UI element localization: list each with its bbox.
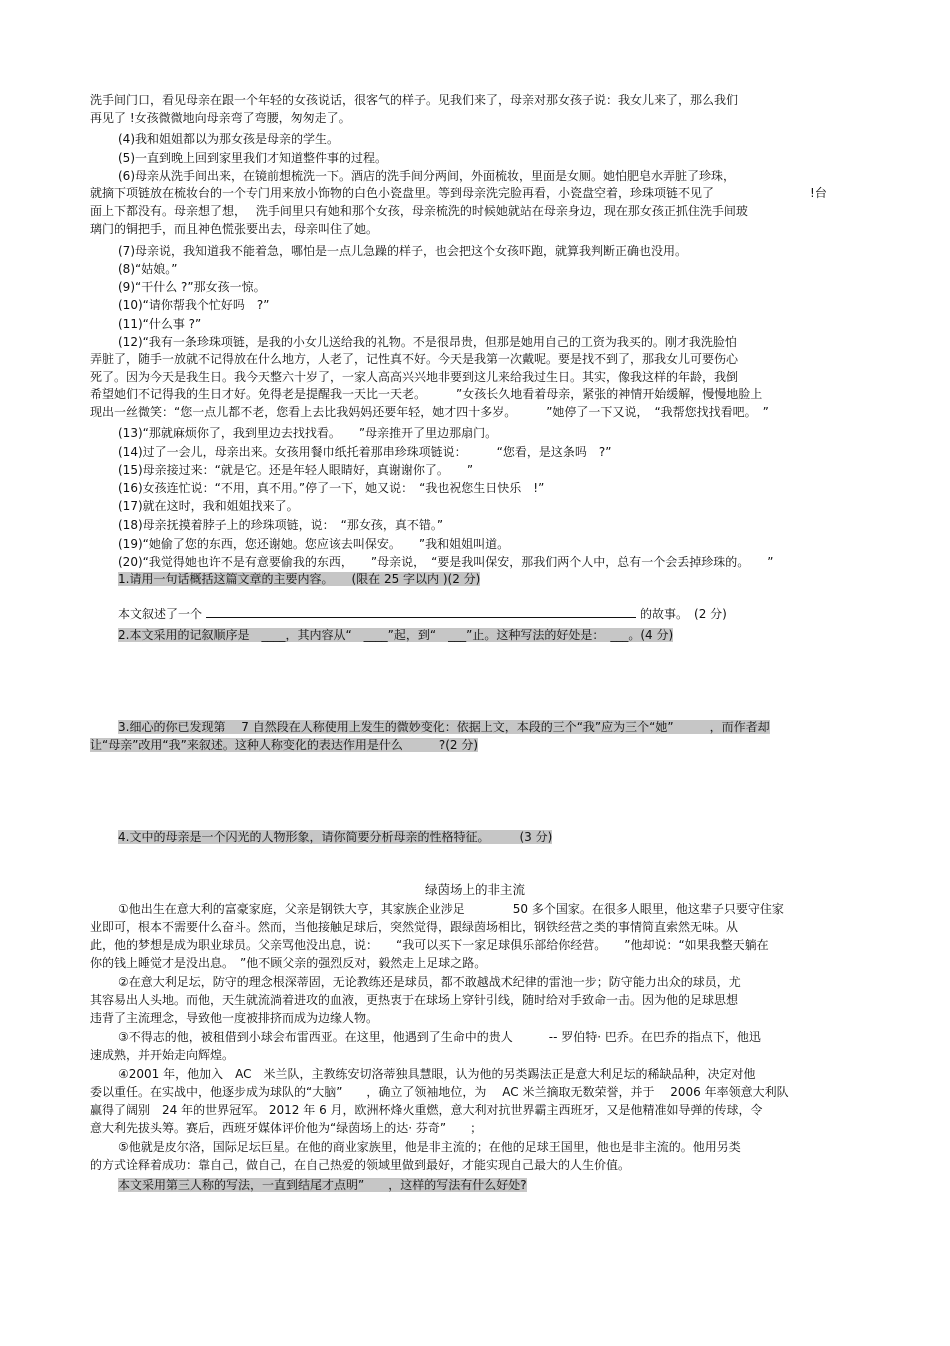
passage1-line: 璃门的铜把手，而且神色慌张要出去，母亲叫住了她。 — [90, 222, 379, 236]
passage1-line: (13)“那就麻烦你了，我到里边去找找看。 ”母亲推开了里边那扇门。 — [118, 426, 498, 440]
passage1-line: 希望她们不记得我的生日才好。免得老是提醒我一天比一天老。 ”女孩长久地看着母亲，紧张的神情开始缓解，慢慢地脸上 — [90, 387, 763, 401]
passage1-line: (7)母亲说，我知道我不能着急，哪怕是一点儿急躁的样子，也会把这个女孩吓跑，就算我判断正确也没用。 — [118, 244, 688, 258]
passage2-line: ②在意大利足坛，防守的理念根深蒂固，无论教练还是球员，都不敢越战术纪律的雷池一步；防守能力出众的球员，尤 — [118, 975, 741, 989]
question-4: 4.文中的母亲是一个闪光的人物形象，请你简要分析母亲的性格特征。 (3 分) — [118, 830, 553, 844]
passage1-line: (20)“我觉得她也许不是有意要偷我的东西， ”母亲说， “要是我叫保安，那我们两个人中，总有一个会丢掉珍珠的。 ” — [118, 555, 774, 569]
passage1-line: (19)“她偷了您的东西，您还谢她。您应该去叫保安。 ”我和姐姐叫道。 — [118, 537, 510, 551]
question-passage2: 本文采用第三人称的写法，一直到结尾才点明” ，这样的写法有什么好处? — [118, 1178, 527, 1192]
question-2: 2.本文采用的记叙顺序是 ____，其内容从“ ____”起，到“ ___”止。这种写法的好处是： ___。(4 分) — [118, 628, 674, 642]
passage1-line: (6)母亲从洗手间出来，在镜前想梳洗一下。酒店的洗手间分两间，外面梳妆，里面是女厕。她怕肥皂水弄脏了珍珠， — [118, 169, 736, 183]
passage2-line: 速成熟，并开始走向辉煌。 — [90, 1048, 235, 1062]
passage1-line: (5)一直到晚上回到家里我们才知道整件事的过程。 — [118, 151, 387, 165]
passage1-line: 死了。因为今天是我生日。我今天整六十岁了，一家人高高兴兴地非要到这儿来给我过生日。其实，像我这样的年龄，我倒 — [90, 370, 739, 384]
passage1-line: 再见了 !女孩微微地向母亲弯了弯腰，匆匆走了。 — [90, 111, 351, 125]
passage2-line: 违背了主流理念，导致他一度被排挤而成为边缘人物。 — [90, 1011, 379, 1025]
passage2-line: 委以重任。在实战中，他逐步成为球队的“大脑” ，确立了领袖地位，为 AC 米兰摘取无数荣誉，并于 2006 年率领意大利队 — [90, 1085, 789, 1099]
passage1-line: (14)过了一会儿，母亲出来。女孩用餐巾纸托着那串珍珠项链说： “您看，是这条吗 ?” — [118, 445, 612, 459]
passage1-line: (12)“我有一条珍珠项链，是我的小女儿送给我的礼物。不是很昂贵，但那是她用自己的工资为我买的。刚才我洗脸怕 — [118, 335, 737, 349]
passage2-line: ①他出生在意大利的富豪家庭，父亲是钢铁大亨，其家族企业涉足 50 多个国家。在很多人眼里，他这辈子只要守住家 — [118, 902, 784, 916]
passage2-line: ③不得志的他，被租借到小球会布雷西亚。在这里，他遇到了生命中的贵人 -- 罗伯特· 巴乔。在巴乔的指点下，他迅 — [118, 1030, 761, 1044]
passage1-line: (10)“请你帮我个忙好吗 ?” — [118, 298, 270, 312]
passage2-line: 你的钱上睡觉才是没出息。 ”他不顾父亲的强烈反对，毅然走上足球之路。 — [90, 956, 487, 970]
passage2-line: ⑤他就是皮尔洛，国际足坛巨星。在他的商业家族里，他是非主流的；在他的足球王国里，他也是非主流的。他用另类 — [118, 1140, 741, 1154]
passage1-line: (17)就在这时，我和姐姐找来了。 — [118, 499, 299, 513]
passage1-line: 弄脏了，随手一放就不记得放在什么地方，人老了，记性真不好。今天是我第一次戴呢。要是找不到了，那我女儿可要伤心 — [90, 352, 739, 366]
passage1-line: (8)“姑娘。” — [118, 262, 178, 276]
passage1-line: (4)我和姐姐都以为那女孩是母亲的学生。 — [118, 132, 339, 146]
passage2-line: ④2001 年，他加入 AC 米兰队，主教练安切洛蒂独具慧眼，认为他的另类踢法正是意大利足坛的稀缺品种，决定对他 — [118, 1067, 756, 1081]
passage2-line: 业即可，根本不需要什么奋斗。然而，当他接触足球后，突然觉得，跟绿茵场相比，钢铁经营之类的事情简直索然无味。从 — [90, 920, 739, 934]
passage1-line: 就摘下项链放在梳妆台的一个专门用来放小饰物的白色小瓷盘里。等到母亲洗完脸再看，小瓷盘空着，珍珠项链不见了 !台 — [90, 186, 827, 200]
passage1-line: 现出一丝微笑：“您一点儿都不老，您看上去比我妈妈还要年轻，她才四十多岁。 ”她停了一下又说， “我帮您找找看吧。 ” — [90, 405, 769, 419]
passage2-title: 绿茵场上的非主流 — [424, 882, 525, 897]
answer-blank[interactable] — [206, 606, 636, 618]
passage1-line: (18)母亲抚摸着脖子上的珍珠项链，说： “那女孩，真不错。” — [118, 518, 444, 532]
passage1-line: 洗手间门口，看见母亲在跟一个年轻的女孩说话，很客气的样子。见我们来了，母亲对那女孩子说：我女儿来了，那么我们 — [90, 93, 739, 107]
question-1: 1.请用一句话概括这篇文章的主要内容。 (限在 25 字以内 )(2 分) — [118, 572, 481, 586]
passage1-line: (11)“什么事 ?” — [118, 317, 202, 331]
passage1-line: 面上下都没有。母亲想了想， 洗手间里只有她和那个女孩，母亲梳洗的时候她就站在母亲身边，现在那女孩正抓住洗手间玻 — [90, 204, 748, 218]
passage2-line: 其容易出人头地。而他，天生就流淌着进攻的血液，更热衷于在球场上穿针引线，随时给对手致命一击。因为他的足球思想 — [90, 993, 739, 1007]
passage1-line: (15)母亲接过来：“就是它。还是年轻人眼睛好，真谢谢你了。 ” — [118, 463, 474, 477]
passage2-line: 此，他的梦想是成为职业球员。父亲骂他没出息，说： “我可以买下一家足球俱乐部给你经营。 ”他却说：“如果我整天躺在 — [90, 938, 769, 952]
passage2-line: 的方式诠释着成功：靠自己，做自己，在自己热爱的领域里做到最好，才能实现自己最大的人生价值。 — [90, 1158, 631, 1172]
question-3-line1: 3.细心的你已发现第 7 自然段在人称使用上发生的微妙变化：依据上文，本段的三个“我”应为三个“她” ，而作者却 — [118, 720, 770, 734]
passage2-line: 意大利先拔头筹。赛后，西班牙媒体评价他为“绿茵场上的达· 芬奇” ； — [90, 1121, 483, 1135]
passage2-line: 赢得了阔别 24 年的世界冠军。 2012 年 6 月，欧洲杯烽火重燃，意大利对抗世界霸主西班牙，又是他精准如导弹的传球，令 — [90, 1103, 763, 1117]
question-3-line2: 让“母亲”改用“我”来叙述。这种人称变化的表达作用是什么 ?(2 分) — [90, 738, 479, 752]
passage1-line: (9)“干什么 ?”那女孩一惊。 — [118, 280, 266, 294]
passage1-line: (16)女孩连忙说：“不用，真不用。”停了一下，她又说： “我也祝您生日快乐 !” — [118, 481, 545, 495]
question-1-answer: 本文叙述了一个 的故事。 (2 分) — [118, 607, 727, 621]
